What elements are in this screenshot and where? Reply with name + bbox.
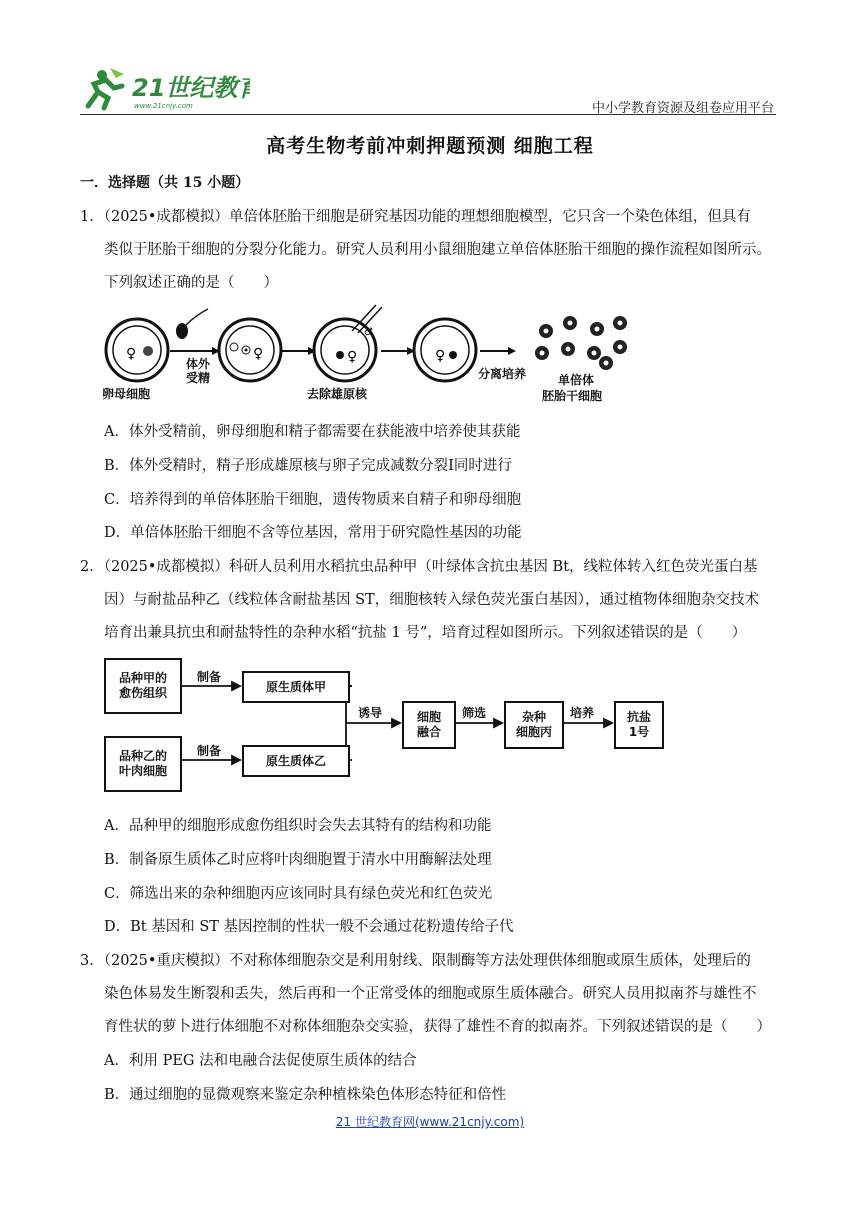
site-logo <box>80 66 250 116</box>
section-heading: 一．选择题（共 15 小题） <box>80 175 250 191</box>
box-final-rice: 抗盐 1号 <box>614 701 664 749</box>
q2-option-c[interactable]: C．筛选出来的杂种细胞丙应该同时具有绿色荧光和红色荧光 <box>104 886 493 902</box>
runner-icon <box>88 68 124 108</box>
header-platform-text: 中小学教育资源及组卷应用平台 <box>591 101 774 116</box>
q1-option-b[interactable]: B．体外受精时，精子形成雄原核与卵子完成减数分裂Ⅰ同时进行 <box>104 458 512 474</box>
q1-figure <box>100 303 640 408</box>
q3-line: 育性状的萝卜进行体细胞不对称体细胞杂交实验，获得了雄性不育的拟南芥。下列叙述错误的是（ ） <box>104 1019 771 1035</box>
q2-figure <box>100 652 680 792</box>
logo-text: 21世纪教育 <box>132 74 250 102</box>
page-title: 高考生物考前冲刺押题预测 细胞工程 <box>266 135 594 157</box>
box-cell-fusion: 细胞 融合 <box>402 701 456 749</box>
q1-line: 1．（2025•成都模拟）单倍体胚胎干细胞是研究基因功能的理想细胞模型，它只含一个染色体组，但具有 <box>80 209 751 225</box>
box-variety-a: 品种甲的 愈伤组织 <box>104 658 182 714</box>
svg-text:♀: ♀ <box>126 346 137 362</box>
header-divider <box>80 114 776 115</box>
q2-line: 2．（2025•成都模拟）科研人员利用水稻抗虫品种甲（叶绿体含抗虫基因 Bt，线粒体转入红色荧光蛋白基 <box>80 559 758 575</box>
label-remove-nucleus: 去除雄原核 <box>307 387 368 401</box>
q2-option-d[interactable]: D．Bt 基因和 ST 基因控制的性状一般不会通过花粉遗传给子代 <box>104 919 514 935</box>
arrow-label-prepare: 制备 <box>197 670 222 684</box>
footer-link[interactable]: 21 世纪教育网(www.21cnjy.com) <box>335 1115 525 1129</box>
box-hybrid-cell: 杂种 细胞丙 <box>504 701 564 749</box>
label-ivf-2: 受精 <box>186 371 211 385</box>
q3-option-b[interactable]: B．通过细胞的显微观察来鉴定杂种植株染色体形态特征和倍性 <box>104 1087 507 1103</box>
box-protoplast-a: 原生质体甲 <box>242 671 350 703</box>
arrow-label-induce: 诱导 <box>358 706 383 720</box>
label-haploid-1: 单倍体 <box>558 373 595 387</box>
logo-url: www.21cnjy.com <box>134 102 193 110</box>
svg-text:♂: ♂ <box>364 327 373 338</box>
arrow-label-culture: 培养 <box>570 706 595 720</box>
svg-text:♀: ♀ <box>347 349 358 365</box>
q1-line: 下列叙述正确的是（ ） <box>104 275 278 291</box>
label-ivf-1: 体外 <box>186 357 211 371</box>
q1-option-c[interactable]: C．培养得到的单倍体胚胎干细胞，遗传物质来自精子和卵母细胞 <box>104 492 522 508</box>
q1-option-a[interactable]: A．体外受精前，卵母细胞和精子都需要在获能液中培养使其获能 <box>104 424 521 440</box>
q1-line: 类似于胚胎干细胞的分裂分化能力。研究人员利用小鼠细胞建立单倍体胚胎干细胞的操作流程如图所示。 <box>104 242 771 258</box>
arrow-label-screen: 筛选 <box>462 706 487 720</box>
q2-option-a[interactable]: A．品种甲的细胞形成愈伤组织时会失去其特有的结构和功能 <box>104 818 492 834</box>
label-haploid-2: 胚胎干细胞 <box>542 389 603 403</box>
box-protoplast-b: 原生质体乙 <box>242 745 350 777</box>
q3-option-a[interactable]: A．利用 PEG 法和电融合法促使原生质体的结合 <box>104 1053 417 1069</box>
box-variety-b: 品种乙的 叶肉细胞 <box>104 736 182 792</box>
q3-line: 3．（2025•重庆模拟）不对称体细胞杂交是利用射线、限制酶等方法处理供体细胞或原生质体，处理后的 <box>80 953 751 969</box>
q2-line: 因）与耐盐品种乙（线粒体含耐盐基因 ST，细胞核转入绿色荧光蛋白基因），通过植物体细胞杂交技术 <box>104 592 759 608</box>
svg-text:♀: ♀ <box>253 346 264 362</box>
q1-option-d[interactable]: D．单倍体胚胎干细胞不含等位基因，常用于研究隐性基因的功能 <box>104 525 522 541</box>
q3-line: 染色体易发生断裂和丢失，然后再和一个正常受体的细胞或原生质体融合。研究人员用拟南芥与雄性不 <box>104 986 757 1002</box>
label-oocyte: 卵母细胞 <box>102 387 151 401</box>
svg-text:♀: ♀ <box>435 348 446 364</box>
q2-option-b[interactable]: B．制备原生质体乙时应将叶肉细胞置于清水中用酶解法处理 <box>104 852 492 868</box>
arrow-label-prepare: 制备 <box>197 744 222 758</box>
label-culture: 分离培养 <box>478 367 527 381</box>
q2-line: 培育出兼具抗虫和耐盐特性的杂种水稻“抗盐 1 号”，培育过程如图所示。下列叙述错误的是（ ） <box>104 625 747 641</box>
